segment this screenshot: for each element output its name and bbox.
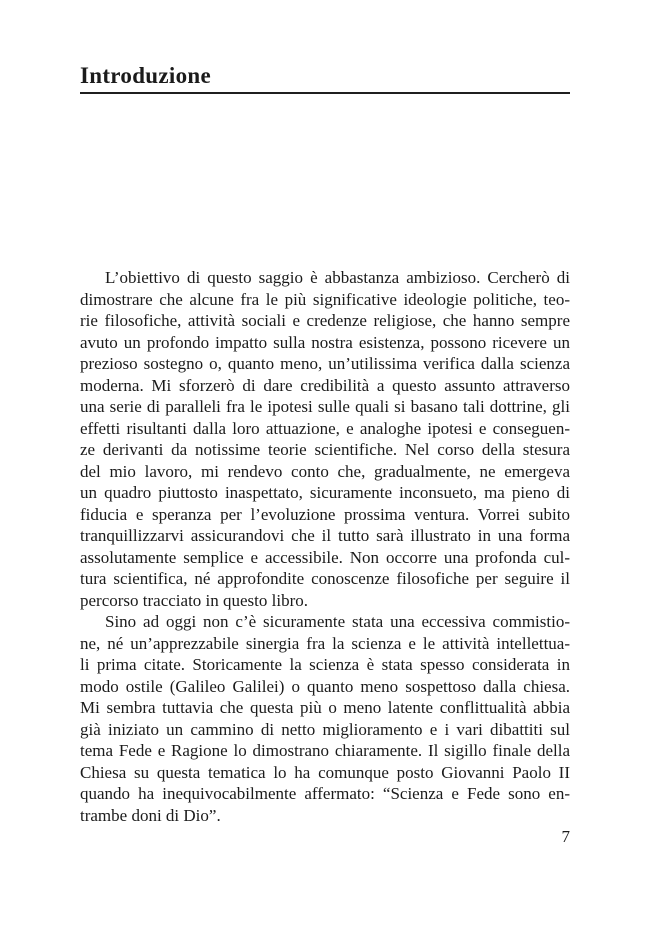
paragraph [80,267,570,611]
page-content [80,0,570,928]
text-line: trambe doni di Dio”. [80,805,221,825]
text-line: tura scientifica, né approfondite conoscenze filosofiche per seguire il [80,569,570,588]
text-line: avuto un profondo impatto sulla nostra esistenza, possono ricevere un [80,332,570,352]
text-line: dimostrare che alcune fra le più significative ideologie politiche, teo- [80,289,570,309]
text-line: del mio lavoro, mi rendevo conto che, gradualmente, ne emergeva [80,461,570,481]
text-line: un quadro piuttosto inaspettato, sicuramente inconsueto, ma pieno di [80,483,570,502]
paragraph [80,611,570,826]
page-body [80,267,570,826]
text-line: già iniziato un cammino di netto miglioramento e i vari dibattiti sul [80,719,570,739]
text-line: quando ha inequivocabilmente affermato: “Scienza e Fede sono en- [80,784,570,803]
text-line: Sino ad oggi non c’è sicuramente stata una eccessiva commistio- [105,612,570,631]
text-line: moderna. Mi sforzerò di dare credibilità a questo assunto attraverso [80,375,570,395]
text-line: rie filosofiche, attività sociali e credenze religiose, che hanno sempre [80,311,570,330]
text-line: L’obiettivo di questo saggio è abbastanza ambizioso. Cercherò di [105,268,570,287]
text-line: tema Fede e Ragione lo dimostrano chiaramente. Il sigillo finale della [80,741,570,760]
page-title: Introduzione [80,63,211,88]
text-line: prezioso sostegno o, quanto meno, un’utilissima verifica dalla scienza [80,354,570,373]
text-line: ne, né un’apprezzabile sinergia fra la scienza e le attività intellettua- [80,633,570,653]
page-number: 7 [561,827,570,846]
text-line: tranquillizzarvi assicurandovi che il tutto sarà illustrato in una forma [80,526,570,545]
text-line: fiducia e speranza per l’evoluzione prossima ventura. Vorrei subito [80,504,570,524]
text-line: una serie di paralleli fra le ipotesi sulle quali si basano tali dottrine, gli [80,397,570,416]
text-line: Chiesa su questa tematica lo ha comunque posto Giovanni Paolo II [80,762,570,782]
text-line: li prima citate. Storicamente la scienza è stata spesso considerata in [80,655,570,674]
text-line: assolutamente semplice e accessibile. Non occorre una profonda cul- [80,547,570,567]
text-line: percorso tracciato in questo libro. [80,590,309,610]
text-line: ze derivanti da notissime teorie scientifiche. Nel corso della stesura [80,440,570,459]
title-rule [80,92,570,94]
text-line: effetti risultanti dalla loro attuazione, e analoghe ipotesi e conseguen- [80,418,570,438]
text-line: modo ostile (Galileo Galilei) o quanto meno sospettoso dalla chiesa. [80,676,570,696]
text-line: Mi sembra tuttavia che questa più o meno latente conflittualità abbia [80,698,570,717]
